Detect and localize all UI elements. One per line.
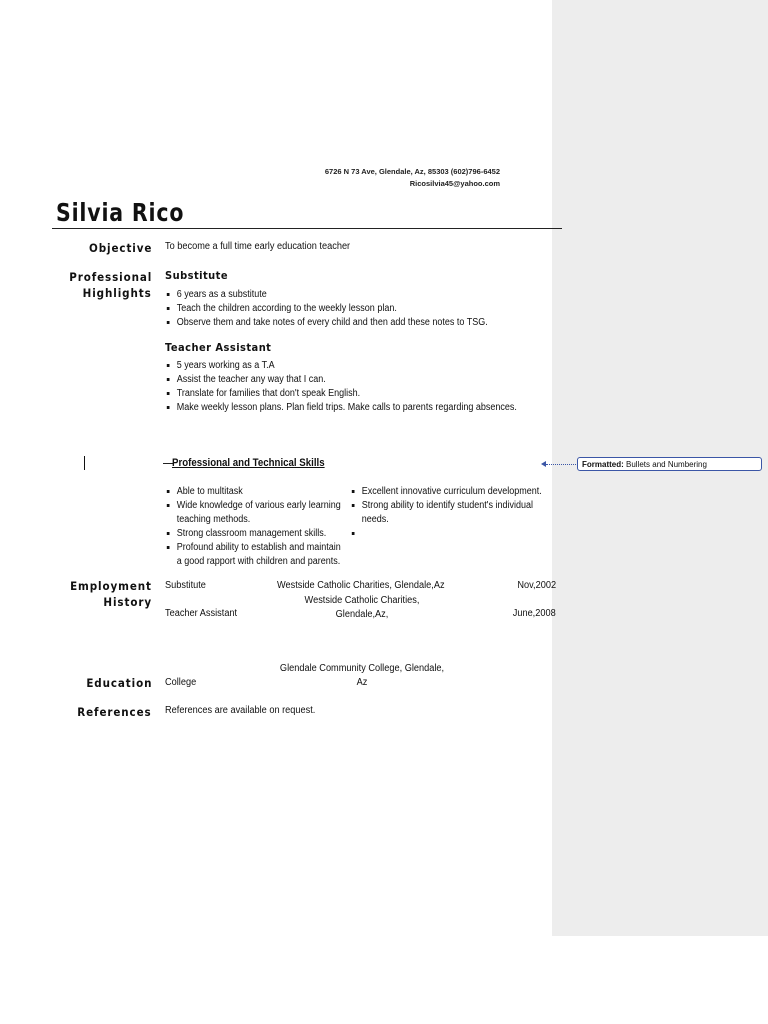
header-rule — [52, 228, 562, 229]
job-date-2: June,2008 — [513, 608, 556, 619]
highlights-label-1: Professional — [68, 270, 152, 284]
teacher-assistant-title: Teacher Assistant — [165, 341, 272, 354]
education-school — [270, 662, 454, 690]
candidate-name: Silvia Rico — [56, 198, 185, 227]
references-text: References are available on request. — [165, 705, 316, 716]
job-title-1: Substitute — [165, 580, 206, 591]
school-line2: Az — [356, 677, 368, 688]
substitute-title: Substitute — [165, 269, 229, 282]
school-line1: Glendale Community College, Glendale, — [279, 663, 445, 674]
list-item: Profound ability to establish and maintain a good rapport with children and parents. — [165, 541, 345, 569]
education-degree: College — [165, 677, 197, 688]
list-item: Strong ability to identify student's individual needs. — [350, 499, 544, 527]
contact-info — [325, 166, 500, 190]
substitute-list — [165, 288, 488, 330]
employment-label-2: History — [103, 595, 152, 609]
list-item: Observe them and take notes of every child and then add these notes to TSG. — [165, 316, 488, 330]
list-item: Excellent innovative curriculum development. — [350, 485, 544, 499]
comment-text: Bullets and Numbering — [626, 460, 707, 469]
employer-2 — [270, 594, 454, 622]
employer-2-line2: Glendale,Az, — [335, 609, 389, 620]
skills-right-list — [350, 485, 544, 527]
employment-label-1: Employment — [70, 579, 152, 593]
list-item: Wide knowledge of various early learning teaching methods. — [165, 499, 345, 527]
email: Ricosilvia45@yahoo.com — [409, 179, 500, 188]
skills-title: Professional and Technical Skills — [172, 457, 325, 469]
list-item: Strong classroom management skills. — [165, 527, 345, 541]
education-label: Education — [85, 676, 152, 690]
job-title-2: Teacher Assistant — [165, 608, 238, 619]
job-date-1: Nov,2002 — [517, 580, 556, 591]
comment-balloon[interactable] — [577, 457, 762, 471]
teacher-assistant-list — [165, 359, 517, 415]
list-item: 6 years as a substitute — [165, 288, 488, 302]
references-label: References — [77, 705, 152, 719]
list-item: 5 years working as a T.A — [165, 359, 517, 373]
comment-prefix: Formatted: — [582, 460, 624, 469]
address-line: 6726 N 73 Ave, Glendale, Az, 85303 (602)796-6452 — [324, 167, 500, 176]
objective-text: To become a full time early education teacher — [165, 241, 351, 252]
employer-1: Westside Catholic Charities, Glendale,Az — [277, 580, 445, 591]
list-item: Assist the teacher any way that I can. — [165, 373, 517, 387]
objective-label: Objective — [88, 241, 152, 255]
list-item: Able to multitask — [165, 485, 345, 499]
list-item: Translate for families that don't speak English. — [165, 387, 517, 401]
highlights-label-2: Highlights — [83, 286, 152, 300]
skills-left-list — [165, 485, 345, 569]
comment-connector — [546, 464, 576, 465]
employer-2-line1: Westside Catholic Charities, — [304, 595, 420, 606]
text-cursor — [84, 456, 85, 470]
list-item: Teach the children according to the weekly lesson plan. — [165, 302, 488, 316]
list-item: Make weekly lesson plans. Plan field trips. Make calls to parents regarding absences. — [165, 401, 517, 415]
